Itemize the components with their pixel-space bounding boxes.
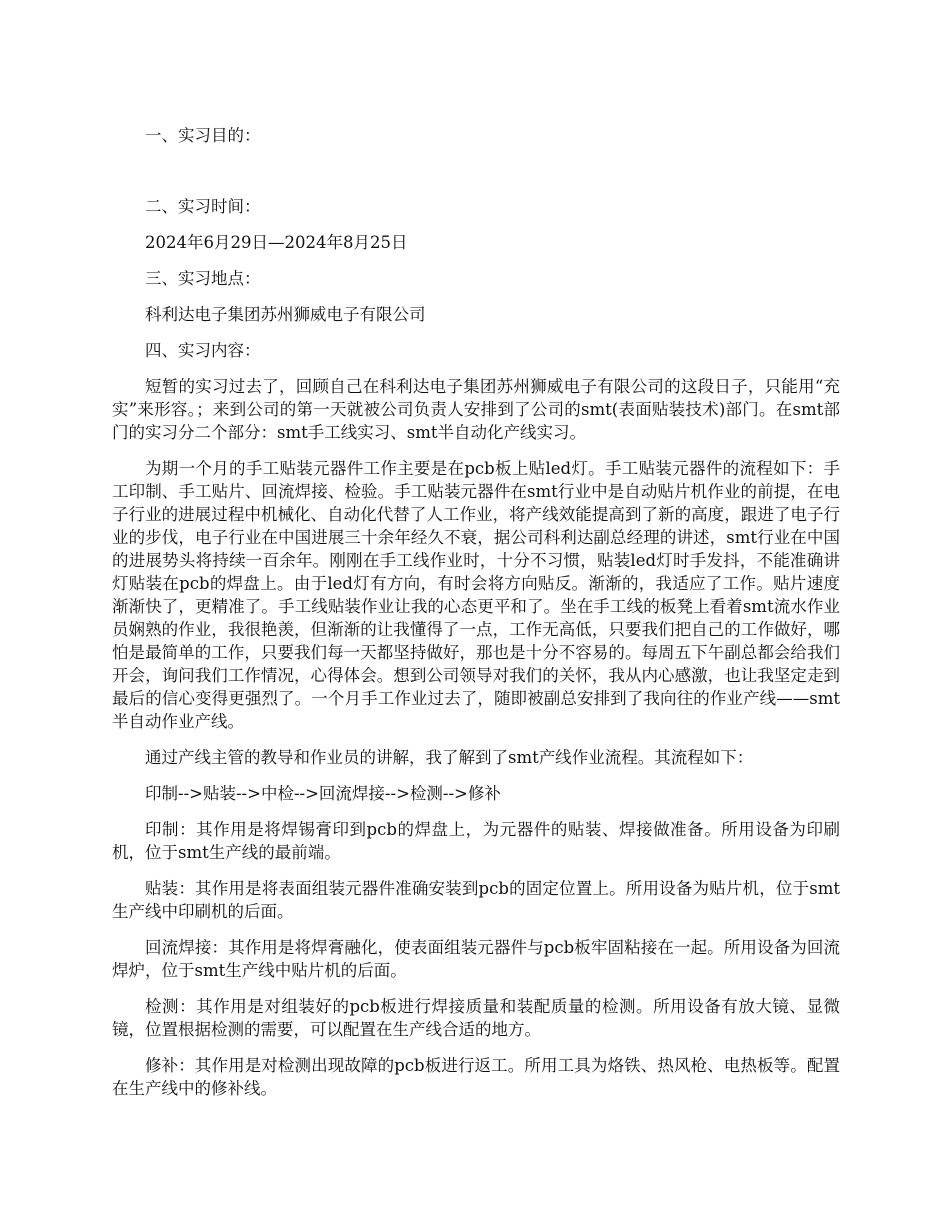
process-step-inspection: 检测：其作用是对组装好的pcb板进行焊接质量和装配质量的检测。所用设备有放大镜、显微镜，位置根据检测的需要，可以配置在生产线合适的地方。 — [112, 997, 840, 1039]
process-step-reflow: 回流焊接：其作用是将焊膏融化，使表面组装元器件与pcb板牢固粘接在一起。所用设备为回流焊炉，位于smt生产线中贴片机的后面。 — [112, 938, 840, 980]
content-paragraph-intro: 短暂的实习过去了，回顾自己在科利达电子集团苏州狮威电子有限公司的这段日子，只能用“充实”来形容。；来到公司的第一天就被公司负责人安排到了公司的smt(表面贴装技术)部门。在smt部门的实习分二个部分：smt手工线实习、smt半自动化产线实习。 — [112, 377, 840, 442]
internship-location: 科利达电子集团苏州狮威电子有限公司 — [145, 305, 426, 324]
section-heading-content: 四、实习内容： — [145, 341, 261, 360]
content-paragraph-process-intro: 通过产线主管的教导和作业员的讲解，我了解到了smt产线作业流程。其流程如下： — [145, 748, 754, 767]
section-heading-place: 三、实习地点： — [145, 269, 261, 288]
process-step-repair: 修补：其作用是对检测出现故障的pcb板进行返工。所用工具为烙铁、热风枪、电热板等。配置在生产线中的修补线。 — [112, 1056, 840, 1098]
process-flow-line: 印制-->贴装-->中检-->回流焊接-->检测-->修补 — [145, 784, 501, 803]
process-step-printing: 印制：其作用是将焊锡膏印到pcb的焊盘上，为元器件的贴装、焊接做准备。所用设备为印刷机，位于smt生产线的最前端。 — [112, 820, 840, 862]
section-heading-time: 二、实习时间： — [145, 197, 261, 216]
content-paragraph-manual-line: 为期一个月的手工贴装元器件工作主要是在pcb板上贴led灯。手工贴装元器件的流程如下：手工印制、手工贴片、回流焊接、检验。手工贴装元器件在smt行业中是自动贴片机作业的前提，在电子行业的进展过程中机械化、自动化代替了人工作业，将产线效能提高到了新的高度，跟进了电子行业的步伐，电子行业在中国进展三十余年经久不衰，据公司科利达副总经理的讲述，smt行业在中国的进展势头将持续一百余年。刚刚在手工线作业时，十分不习惯，贴装led灯时手发抖，不能准确讲灯贴装在pcb的焊盘上。由于led灯有方向，有时会将方向贴反。渐渐的，我适应了工作。贴片速度渐渐快了，更精准了。手工线贴装作业让我的心态更平和了。坐在手工线的板凳上看着smt流水作业员娴熟的作业，我很艳羡，但渐渐的让我懂得了一点，工作无高低，只要我们把自己的工作做好，哪怕是最简单的工作，只要我们每一天都坚持做好，那也是十分不容易的。每周五下午副总都会给我们开会，询问我们工作情况，心得体会。想到公司领导对我们的关怀，我从内心感激，也让我坚定走到最后的信心变得更强烈了。一个月手工作业过去了，随即被副总安排到了我向往的作业产线——smt半自动作业产线。 — [112, 459, 840, 731]
document-page — [112, 124, 840, 1113]
section-heading-purpose: 一、实习目的： — [145, 126, 261, 145]
process-step-placement: 贴装：其作用是将表面组装元器件准确安装到pcb的固定位置上。所用设备为贴片机，位于smt生产线中印刷机的后面。 — [112, 879, 840, 921]
internship-date-range: 2024年6月29日—2024年8月25日 — [145, 233, 408, 252]
